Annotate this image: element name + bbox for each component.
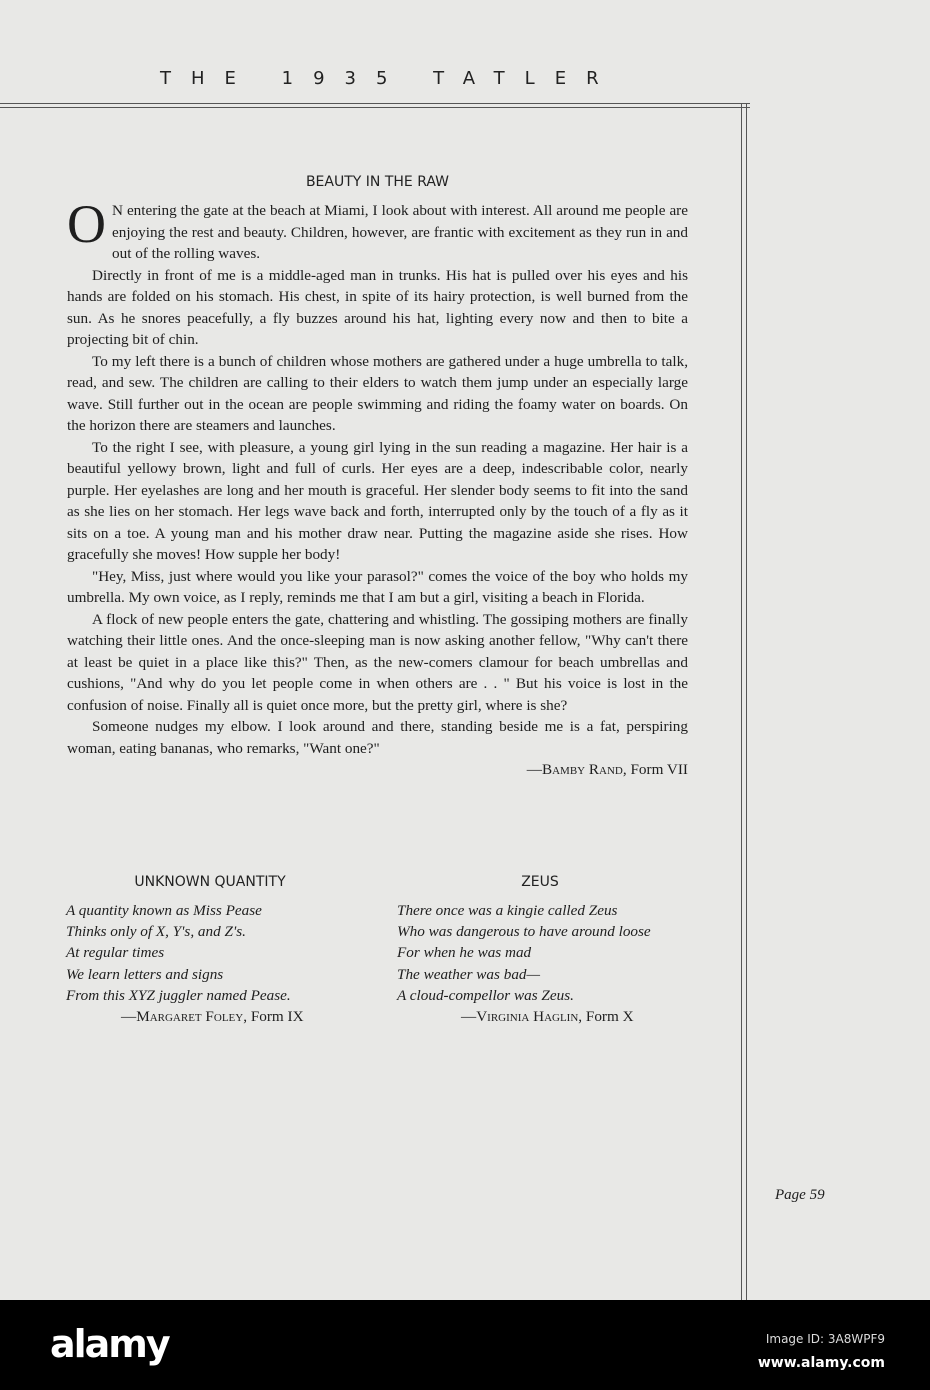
paragraph: To my left there is a bunch of children whose mothers are gathered under a huge umbrella to talk, read, and sew. The children are calling to their elders to watch them jump under an especially large wave. Still further out in the ocean are people swimming and riding the foamy water on boards. On the horizon there are steamers and launches. — [67, 352, 688, 434]
article-body — [67, 194, 688, 781]
alamy-logo: alamy — [50, 1322, 169, 1366]
paragraph: Directly in front of me is a middle-aged man in trunks. His hat is pulled over his eyes and his hands are folded on his stomach. His chest, in spite of its hairy protection, is well burned from the sun. As he snores peacefully, a fly buzzes around his hat, lighting every now and then to bite a projecting bit of chin. — [67, 266, 688, 348]
article-title: BEAUTY IN THE RAW — [305, 174, 450, 190]
poem-title-zeus: ZEUS — [521, 874, 559, 890]
site-url: www.alamy.com — [757, 1355, 885, 1371]
poem-line: At regular times — [66, 944, 165, 962]
poem-line: Who was dangerous to have around loose — [397, 923, 651, 941]
side-rule-inner — [746, 103, 747, 1300]
poem-zeus — [397, 900, 651, 1027]
paragraph: O N entering the gate at the beach at Miami, I look about with interest. All around me people are enjoying the rest and beauty. Children, however, are frantic with excitement as they run in and out of the rolling waves. — [67, 194, 688, 262]
top-rule — [0, 103, 750, 104]
running-head: THE 1935 TATLER — [160, 68, 619, 89]
side-rule — [741, 103, 742, 1300]
article-byline: —Bamby Rand, Form VII — [526, 761, 688, 778]
paragraph: A flock of new people enters the gate, chattering and whistling. The gossiping mothers are finally watching their little ones. And the once-sleeping man is now asking another fellow, "Why can't there at least be quiet in a place like this?" Then, as the new-comers clamour for beach umbrellas and cushions, "And why do you let people come in when others are . . " But his voice is lost in the confusion of noise. Finally all is quiet once more, but the pretty girl, where is she? — [67, 610, 688, 714]
paragraph: Someone nudges my elbow. I look around and there, standing beside me is a fat, perspiring woman, eating bananas, who remarks, "Want one?" — [67, 718, 688, 757]
poem-line: For when he was mad — [397, 944, 532, 962]
poem-line: The weather was bad— — [397, 965, 541, 983]
poem-line: A cloud-compellor was Zeus. — [397, 986, 574, 1004]
poem-unknown-quantity — [66, 900, 304, 1027]
poem-line: There once was a kingie called Zeus — [397, 902, 618, 919]
paragraph: "Hey, Miss, just where would you like your parasol?" comes the voice of the boy who holds my umbrella. My own voice, as I reply, reminds me that I am but a girl, visiting a beach in Florida. — [67, 567, 688, 606]
top-rule-inner — [0, 107, 750, 108]
poem-author: —Virginia Haglin, Form X — [461, 1008, 634, 1026]
watermark-footer — [0, 1300, 930, 1390]
poem-title-unknown-quantity: UNKNOWN QUANTITY — [134, 874, 286, 890]
poem-line: A quantity known as Miss Pease — [66, 902, 262, 919]
poem-line: From this XYZ juggler named Pease. — [66, 986, 291, 1004]
drop-cap: O — [67, 194, 106, 254]
page-number: Page 59 — [775, 1187, 825, 1203]
poem-author: —Margaret Foley, Form IX — [121, 1008, 304, 1026]
image-id: Image ID: 3A8WPF9 — [765, 1332, 885, 1346]
poem-line: We learn letters and signs — [66, 965, 224, 983]
paragraph: To the right I see, with pleasure, a young girl lying in the sun reading a magazine. Her hair is a beautiful yellowy brown, light and full of curls. Her eyes are a deep, indescribable color, nearly purple. Her eyelashes are long and her mouth is graceful. Her slender body seems to fit into the sand as she lies on her stomach. Her legs wave back and forth, interrupted only by the touch of a fly as it sits on a toe. A young man and his mother draw near. Putting the magazine aside she rises. How gracefully she moves! How supple her body! — [67, 438, 688, 563]
poem-line: Thinks only of X, Y's, and Z's. — [66, 923, 246, 941]
